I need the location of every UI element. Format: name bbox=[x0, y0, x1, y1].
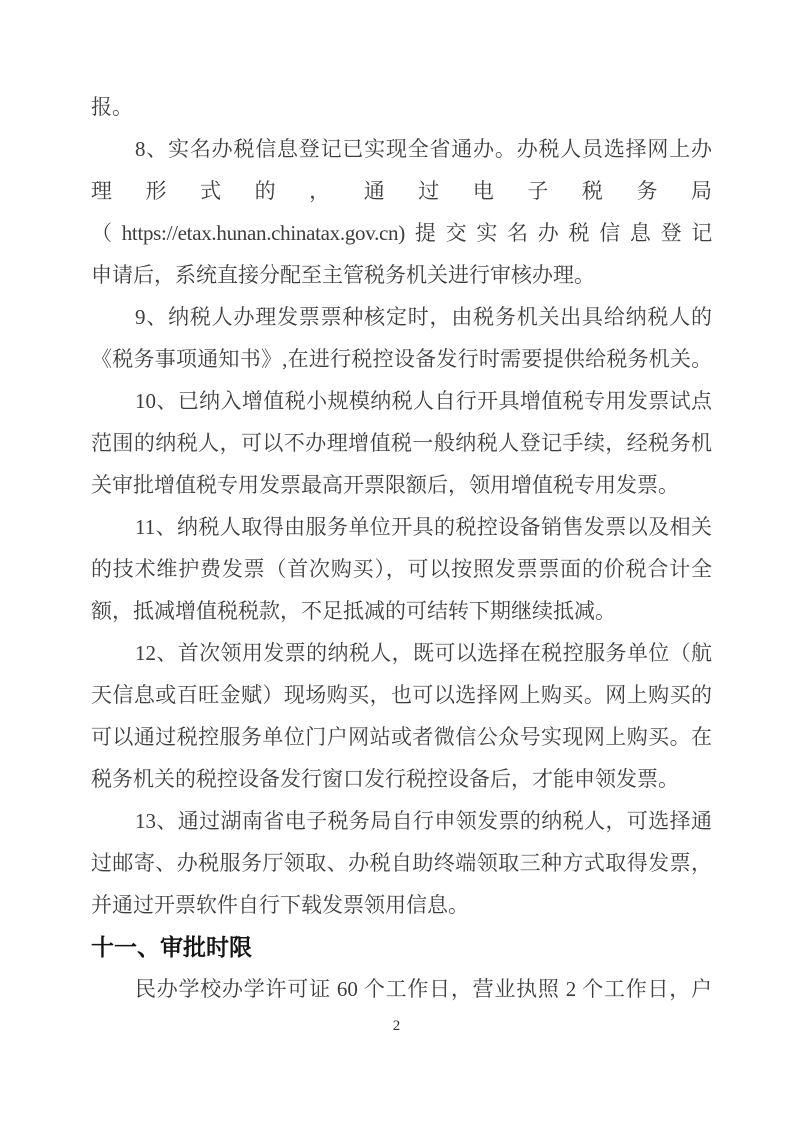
text-line: 范围的纳税人，可以不办理增值税一般纳税人登记手续，经税务机 bbox=[91, 431, 712, 455]
document-body bbox=[91, 86, 712, 1010]
text-line: （https://etax.hunan.chinatax.gov.cn)提交实名办税信息登记 bbox=[91, 221, 712, 245]
text-line: 13、通过湖南省电子税务局自行申领发票的纳税人，可选择通 bbox=[135, 809, 712, 833]
section-heading: 十一、审批时限 bbox=[91, 934, 252, 960]
page-number: 2 bbox=[392, 1018, 401, 1034]
text-line: 过邮寄、办税服务厅领取、办税自助终端领取三种方式取得发票， bbox=[91, 851, 712, 875]
text-line: 8、实名办税信息登记已实现全省通办。办税人员选择网上办 bbox=[135, 137, 712, 161]
text-line: 可以通过税控服务单位门户网站或者微信公众号实现网上购买。在 bbox=[91, 725, 712, 749]
text-line: 民办学校办学许可证 60 个工作日，营业执照 2 个工作日，户 bbox=[135, 977, 712, 1001]
text-line: 12、首次领用发票的纳税人，既可以选择在税控服务单位（航 bbox=[135, 641, 712, 665]
text-line: 关审批增值税专用发票最高开票限额后，领用增值税专用发票。 bbox=[91, 473, 679, 497]
text-line: 11、纳税人取得由服务单位开具的税控设备销售发票以及相关 bbox=[135, 515, 712, 539]
text-line: 税务机关的税控设备发行窗口发行税控设备后，才能申领发票。 bbox=[91, 767, 679, 791]
text-line: 天信息或百旺金赋）现场购买，也可以选择网上购买。网上购买的 bbox=[91, 683, 712, 707]
text-line: 的技术维护费发票（首次购买），可以按照发票票面的价税合计全 bbox=[91, 557, 712, 581]
text-line: 并通过开票软件自行下载发票领用信息。 bbox=[91, 893, 469, 917]
text-line: 额，抵减增值税税款，不足抵减的可结转下期继续抵减。 bbox=[91, 599, 616, 623]
text-line: 《税务事项通知书》,在进行税控设备发行时需要提供给税务机关。 bbox=[91, 347, 712, 371]
text-line: 申请后，系统直接分配至主管税务机关进行审核办理。 bbox=[91, 263, 595, 287]
text-line: 9、纳税人办理发票票种核定时，由税务机关出具给纳税人的 bbox=[135, 305, 712, 329]
text-line: 理形式的，通过电子税务局 bbox=[91, 179, 712, 203]
text-line: 10、已纳入增值税小规模纳税人自行开具增值税专用发票试点 bbox=[135, 389, 712, 413]
text-line: 报。 bbox=[91, 95, 133, 119]
